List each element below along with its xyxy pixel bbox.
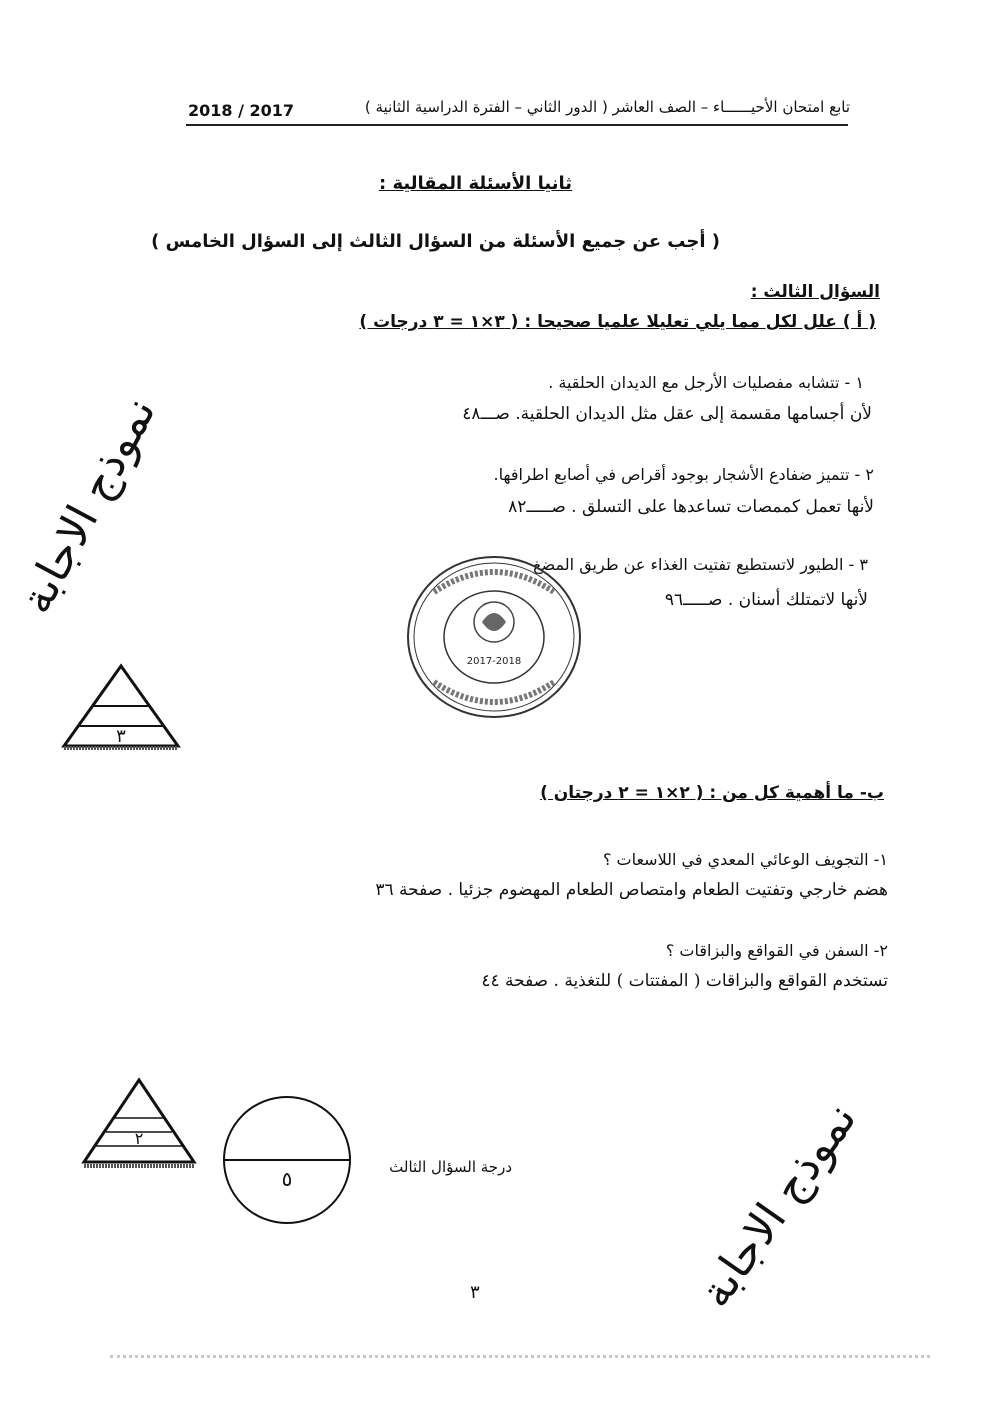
header-rule (186, 124, 848, 126)
footer-noise (110, 1355, 930, 1372)
part-b-title: ب- ما أهمية كل من : ( ٢×١ = ٢ درجتان ) (540, 783, 884, 803)
grade-circle (220, 1094, 354, 1226)
exam-header-title: تابع امتحان الأحيــــــاء – الصف العاشر ( الدور الثاني – الفترة الدراسية الثانية ) (364, 98, 850, 116)
question-item: ٣ - الطيور لاتستطيع تفتيت الغذاء عن طريق المضغ (533, 555, 868, 574)
answer-item: لأنها لاتمتلك أسنان . صـــــ٩٦ (664, 590, 868, 610)
answer-item: لأنها تعمل كممصات تساعدها على التسلق . صـــــ٨٢ (508, 497, 874, 517)
question-item: ٢ - تتميز ضفادع الأشجار بوجود أقراص في أصابع اطرافها. (493, 465, 874, 484)
question-item: ١- التجويف الوعائي المعدي في اللاسعات ؟ (602, 850, 888, 869)
answer-item: تستخدم القواقع والبزاقات ( المفتتات ) للتغذية . صفحة ٤٤ (481, 971, 888, 991)
question-item: ١ - تتشابه مفصليات الأرجل مع الديدان الحلقية . (548, 373, 864, 392)
answer-item: هضم خارجي وتفتيت الطعام وامتصاص الطعام المهضوم جزئيا . صفحة ٣٦ (375, 880, 888, 900)
instruction-text: ( أجب عن جميع الأسئلة من السؤال الثالث إلى السؤال الخامس ) (151, 231, 720, 252)
page-number: ٣ (470, 1282, 480, 1303)
section-title: ثانيا الأسئلة المقالية : (379, 173, 572, 194)
handwritten-note-bottom: نموذج الاجابة (689, 1094, 867, 1317)
score-triangle-a (58, 662, 184, 754)
score-triangle-b (80, 1076, 198, 1170)
exam-year: 2018 / 2017 (188, 101, 295, 120)
triangle-score-b: ٢ (134, 1129, 144, 1148)
grade-value: ٥ (281, 1167, 293, 1191)
grade-label: درجة السؤال الثالث (389, 1158, 512, 1176)
part-a-title: ( أ ) علل لكل مما يلي تعليلا علميا صحيحا : ( ٣×١ = ٣ درجات ) (359, 312, 876, 332)
answer-item: لأن أجسامها مقسمة إلى عقل مثل الديدان الحلقية. صـــ٤٨ (462, 404, 872, 424)
triangle-score-a: ٣ (116, 726, 126, 747)
handwritten-note-top: نموذج الاجابة (10, 389, 167, 622)
question-title: السؤال الثالث : (750, 282, 880, 302)
official-stamp (404, 552, 584, 722)
question-item: ٢- السفن في القواقع والبزاقات ؟ (665, 941, 888, 960)
stamp-year: 2017-2018 (466, 656, 522, 667)
